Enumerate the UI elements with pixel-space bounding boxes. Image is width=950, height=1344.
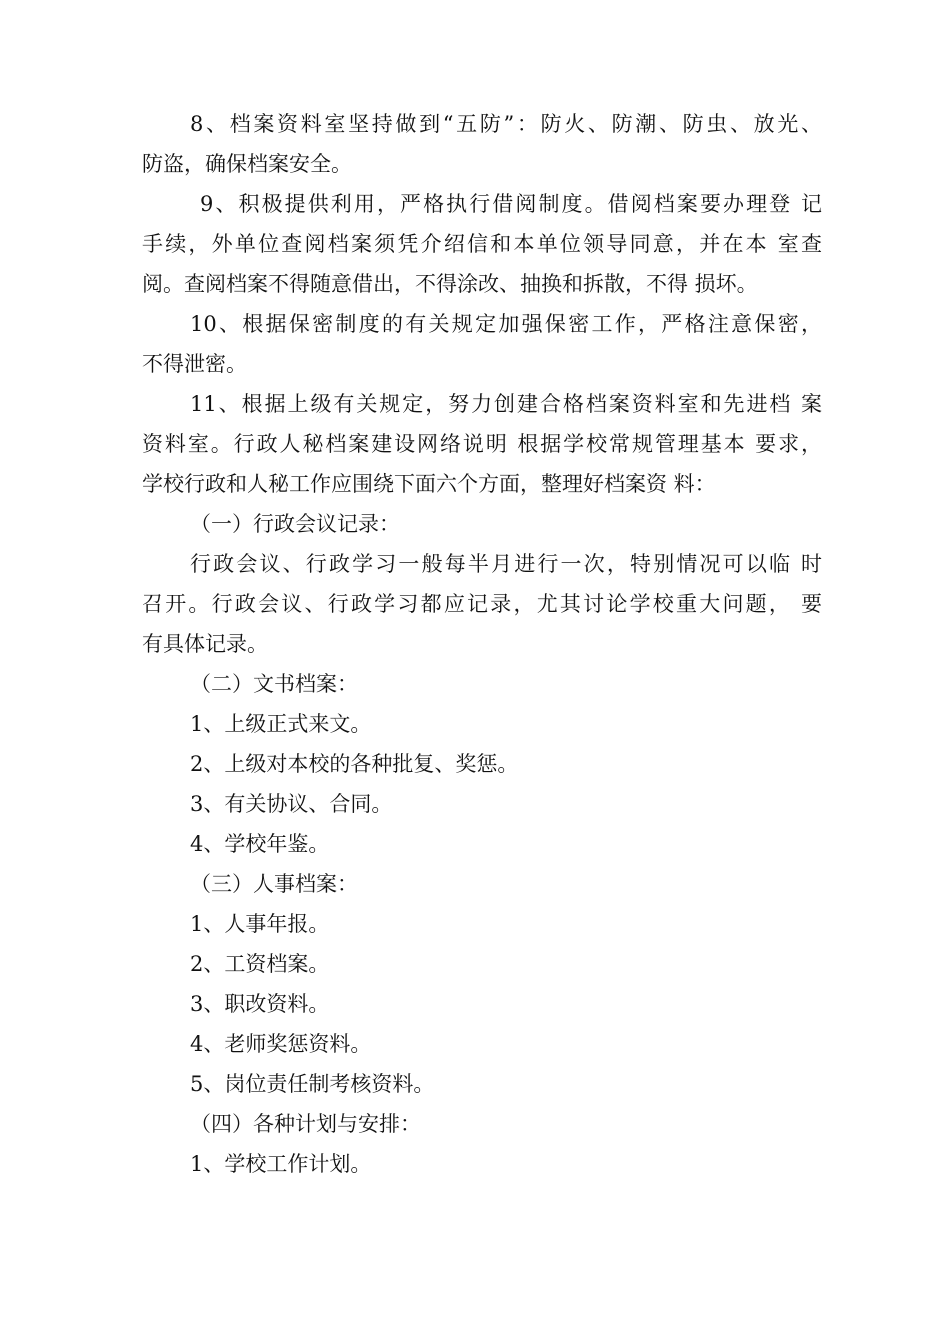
section-heading: （四）各种计划与安排： <box>190 1112 421 1136</box>
text-line: 8、档案资料室坚持做到“五防”：防火、防潮、防虫、放光、 <box>190 112 822 136</box>
list-item: 1、学校工作计划。 <box>190 1152 372 1176</box>
text-line: 阅。查阅档案不得随意借出，不得涂改、抽换和拆散，不得 损坏。 <box>142 272 758 296</box>
text-line: 9、积极提供利用，严格执行借阅制度。借阅档案要办理登 记 <box>200 192 822 216</box>
list-item: 3、有关协议、合同。 <box>190 792 393 816</box>
text-line: 10、根据保密制度的有关规定加强保密工作，严格注意保密， <box>190 312 822 336</box>
list-item: 2、上级对本校的各种批复、奖惩。 <box>190 752 519 776</box>
list-item: 4、老师奖惩资料。 <box>190 1032 372 1056</box>
list-item: 1、人事年报。 <box>190 912 330 936</box>
text-line: 11、根据上级有关规定，努力创建合格档案资料室和先进档 案 <box>190 392 822 416</box>
list-item: 1、上级正式来文。 <box>190 712 372 736</box>
text-line: 不得泄密。 <box>142 352 247 376</box>
section-heading: （三）人事档案： <box>190 872 358 896</box>
text-line: 手续，外单位查阅档案须凭介绍信和本单位领导同意，并在本 室查 <box>142 232 822 256</box>
text-line: 资料室。行政人秘档案建设网络说明 根据学校常规管理基本 要求， <box>142 432 822 456</box>
text-line: 防盗，确保档案安全。 <box>142 152 352 176</box>
list-item: 5、岗位责任制考核资料。 <box>190 1072 435 1096</box>
list-item: 3、职改资料。 <box>190 992 330 1016</box>
list-item: 4、学校年鉴。 <box>190 832 330 856</box>
document-page <box>142 104 822 1184</box>
text-line: 行政会议、行政学习一般每半月进行一次，特别情况可以临 时 <box>190 552 822 576</box>
text-line: 有具体记录。 <box>142 632 268 656</box>
list-item: 2、工资档案。 <box>190 952 330 976</box>
section-heading: （二）文书档案： <box>190 672 358 696</box>
text-line: 学校行政和人秘工作应围绕下面六个方面，整理好档案资 料： <box>142 472 716 496</box>
section-heading: （一）行政会议记录： <box>190 512 400 536</box>
text-line: 召开。行政会议、行政学习都应记录，尤其讨论学校重大问题， 要 <box>142 592 822 616</box>
